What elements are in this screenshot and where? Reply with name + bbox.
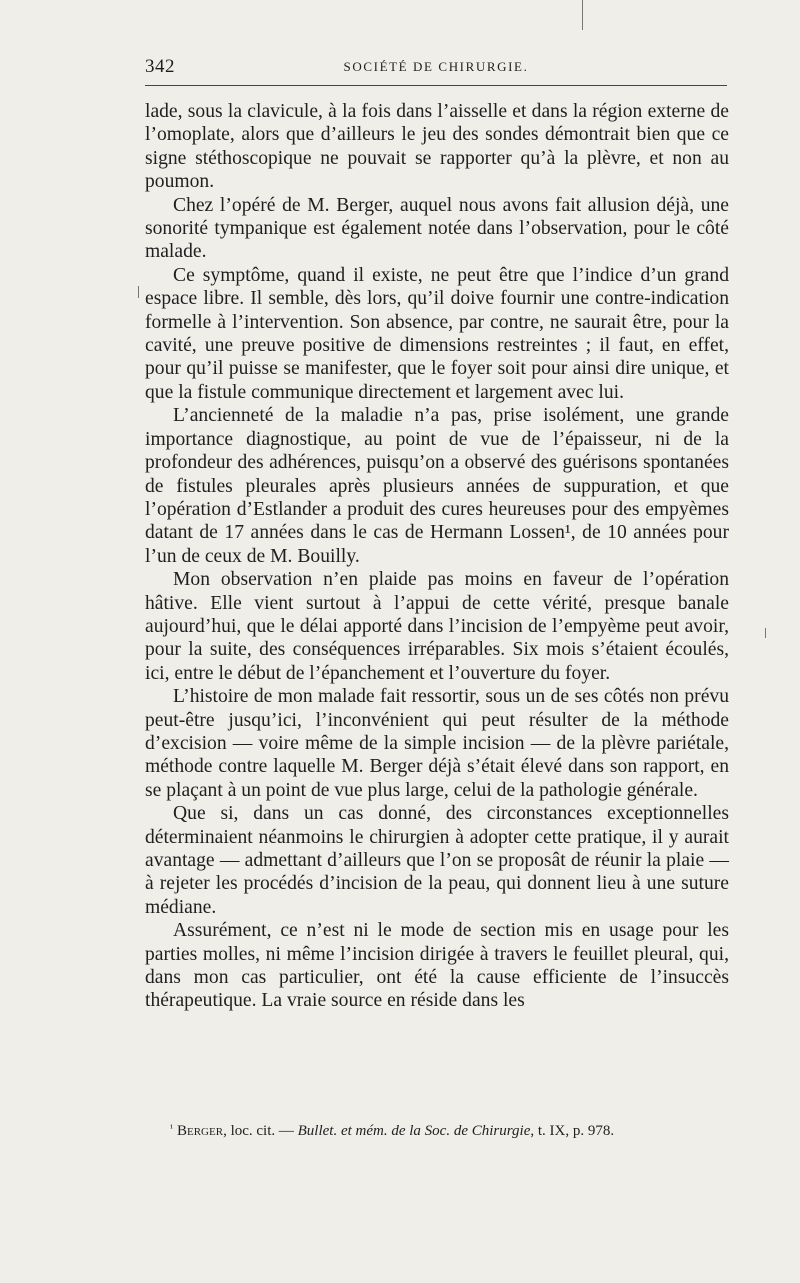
header-rule — [145, 85, 727, 86]
page-header — [145, 56, 727, 86]
paragraph-7: Que si, dans un cas donné, des circonstances exceptionnelles déterminaient néanmoins le chirurgien à adopter cette pratique, il y aurait avantage — admettant d’ailleurs que l’on se proposât de réunir la plaie — à rejeter les procédés d’incision de la peau, qui donnent lieu à une suture médiane. — [145, 803, 729, 918]
paragraph-5: Mon observation n’en plaide pas moins en faveur de l’opération hâtive. Elle vient surtout à l’appui de cette vérité, presque banale aujourd’hui, que le délai apporté dans l’incision de l’empyème peut avoir, pour la suite, des conséquences irréparables. Six mois s’étaient écoulés, ici, entre le début de l’épanchement et l’ouverture du foyer. — [145, 569, 729, 684]
page-number: 342 — [145, 56, 175, 77]
margin-tick-left — [138, 286, 139, 298]
running-title: SOCIÉTÉ DE CHIRURGIE. — [343, 59, 529, 74]
paragraph-6: L’histoire de mon malade fait ressortir, sous un de ses côtés non prévu peut-être jusqu’ici, l’inconvénient qui peut résulter de la méthode d’excision — voire même de la simple incision — de la plèvre pariétale, méthode contre laquelle M. Berger déjà s’était élevé dans son rapport, en se plaçant à un point de vue plus large, celui de la pathologie générale. — [145, 686, 729, 801]
footnote-marker: ¹ — [170, 1123, 173, 1134]
paragraph-1: lade, sous la clavicule, à la fois dans l’aisselle et dans la région externe de l’omoplate, alors que d’ailleurs le jeu des sondes démontrait bien que ce signe stéthoscopique ne pouvait se rapporter qu’à la plèvre, et non au poumon. — [145, 101, 729, 193]
footnote-pages: , t. IX, p. 978. — [530, 1123, 615, 1139]
footnote-title: Bullet. et mém. de la Soc. de Chirurgie — [297, 1123, 531, 1139]
paragraph-2: Chez l’opéré de M. Berger, auquel nous avons fait allusion déjà, une sonorité tympanique est également notée dans l’observation, pour le côté malade. — [145, 194, 729, 263]
paragraph-3: Ce symptôme, quand il existe, ne peut être que l’indice d’un grand espace libre. Il semble, dès lors, qu’il doive fournir une contre-indication formelle à l’intervention. Son absence, par contre, ne saurait être, pour la cavité, une preuve positive de dimensions restreintes ; il faut, en effet, pour qu’il puisse se manifester, que le foyer soit pour ainsi dire unique, et que la fistule communique directement et largement avec lui. — [145, 264, 729, 403]
body-text — [145, 100, 729, 1013]
margin-tick-right — [765, 628, 766, 638]
footnote-ref: , loc. cit. — — [223, 1123, 298, 1139]
margin-tick-top — [582, 0, 583, 30]
footnote — [170, 1121, 730, 1141]
footnote-author: Berger — [177, 1123, 224, 1139]
paragraph-4: L’ancienneté de la maladie n’a pas, prise isolément, une grande importance diagnostique, au point de vue de l’épaisseur, ni de la profondeur des adhérences, puisqu’on a observé des guérisons spontanées de fistules pleurales après plusieurs années de suppuration, et que l’opération d’Estlander a produit des cures heureuses pour des empyèmes datant de 17 années dans le cas de Hermann Lossen¹, de 10 années pour l’un de ceux de M. Bouilly. — [145, 405, 729, 567]
paragraph-8: Assurément, ce n’est ni le mode de section mis en usage pour les parties molles, ni même l’incision dirigée à travers le feuillet pleural, qui, dans mon cas particulier, ont été la cause efficiente de l’insuccès thérapeutique. La vraie source en réside dans les — [145, 920, 729, 1012]
